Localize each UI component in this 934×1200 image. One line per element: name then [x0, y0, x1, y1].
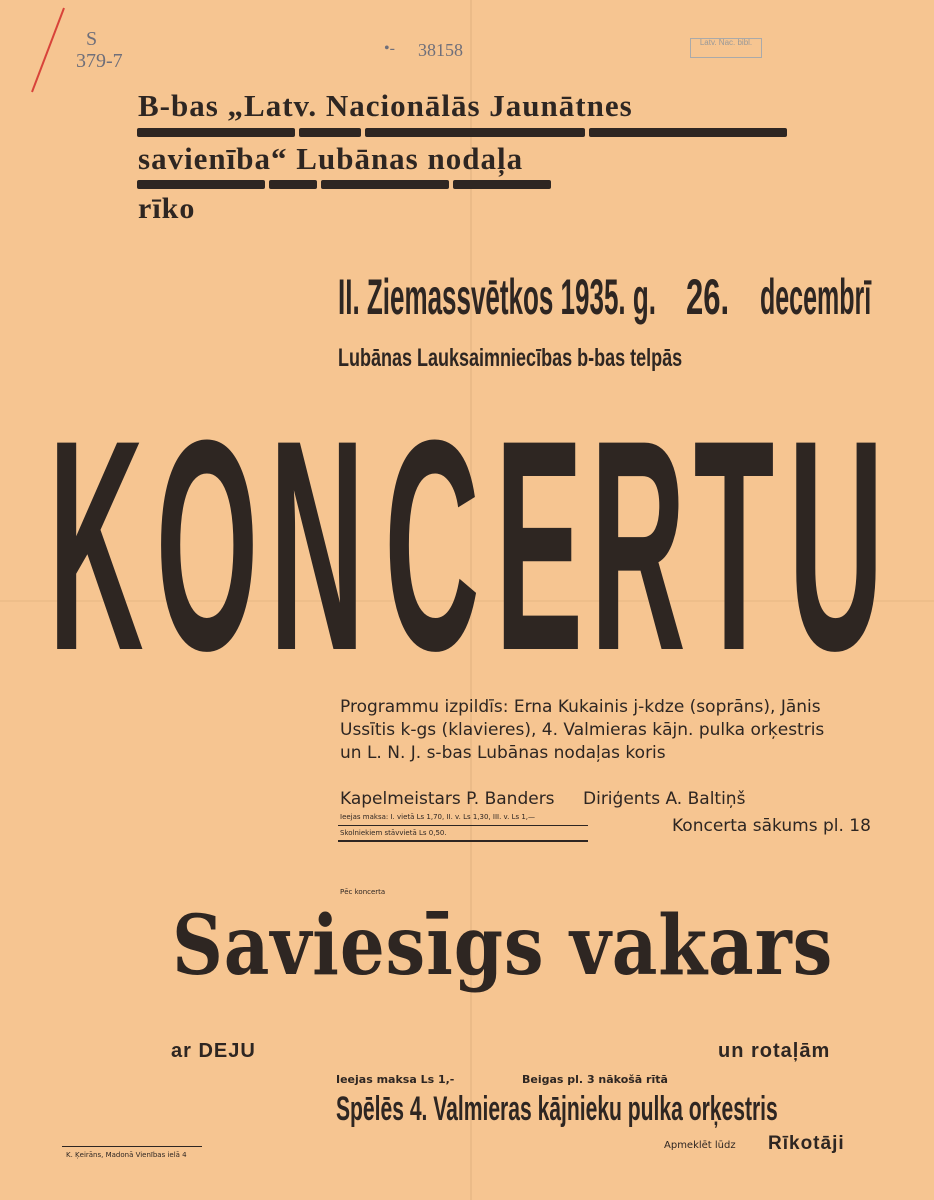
archive-mark-number: 379-7 — [76, 50, 123, 72]
dirigents: Diriģents A. Baltiņš — [583, 789, 746, 809]
header-line-2: savienība“ Lubānas nodaļa — [138, 141, 524, 176]
evening-entry: Ieejas maksa Ls 1,- — [336, 1073, 455, 1086]
header-underline-2 — [137, 180, 551, 189]
orchestra-wrap — [336, 1090, 934, 1129]
student-price: Skolniekiem stāvvietā Ls 0,50. — [340, 829, 447, 837]
date-day-wrap — [686, 268, 756, 326]
title-letter-o: O — [155, 377, 259, 713]
printer-imprint: K. Ķeirāns, Madonā Vienības ielā 4 — [66, 1151, 187, 1159]
date-day: 26. — [686, 269, 730, 325]
evening-end: Beigas pl. 3 nākošā rītā — [522, 1073, 668, 1086]
invite-text: Apmeklēt lūdz — [664, 1140, 736, 1151]
organizers: Rīkotāji — [768, 1133, 845, 1154]
title-letter-n: N — [269, 377, 365, 713]
archive-mark-right: 38158 — [418, 40, 463, 60]
header-line-1: B-bas „Latv. Nacionālās Jaunātnes — [138, 88, 633, 123]
with-games: un rotaļām — [718, 1040, 831, 1062]
program-line-3: un L. N. J. s-bas Lubānas nodaļas koris — [340, 743, 666, 763]
event-venue: Lubānas Lauksaimniecības b-bas telpās — [338, 344, 683, 372]
archive-mark-top: S — [86, 28, 98, 50]
orchestra-line: Spēlēs 4. Valmieras kājnieku pulka orķestris — [336, 1090, 778, 1128]
evening-title: Saviesīgs vakars — [172, 898, 834, 994]
concert-start: Koncerta sākums pl. 18 — [672, 816, 871, 836]
title-letter-r: R — [590, 377, 686, 713]
header-underline-1 — [137, 128, 787, 137]
kapelmeistars: Kapelmeistars P. Banders — [340, 789, 555, 809]
date-month-wrap — [760, 268, 934, 326]
price-divider — [338, 825, 588, 826]
program-line-1: Programmu izpildīs: Erna Kukainis j-kdze (soprāns), Jānis — [340, 697, 821, 717]
title-letter-e: E — [494, 377, 584, 713]
title-letter-k: K — [48, 377, 144, 713]
title-letter-t: T — [693, 377, 775, 713]
date-holiday-year: II. Ziemassvētkos 1935. g. — [338, 269, 656, 325]
ticket-prices: Ieejas maksa: I. vietā Ls 1,70, II. v. Ls 1,30, III. v. Ls 1,— — [340, 813, 536, 821]
archive-dash: •- — [384, 40, 395, 57]
header-line-3: rīko — [138, 192, 196, 225]
footer-rule — [62, 1146, 202, 1147]
after-concert: Pēc koncerta — [340, 888, 386, 896]
library-stamp: Latv. Nac. bibl. — [690, 38, 762, 58]
program-block — [340, 696, 880, 765]
venue-wrap — [338, 344, 816, 373]
title-letter-u: U — [788, 377, 884, 713]
with-dance: ar DEJU — [171, 1040, 256, 1062]
price-underline — [338, 840, 588, 842]
date-month: decembrī — [760, 269, 872, 325]
title-letter-c: C — [384, 377, 480, 713]
program-line-2: Ussītis k-gs (klavieres), 4. Valmieras kājn. pulka orķestris — [340, 720, 825, 740]
red-pencil-mark — [28, 6, 68, 96]
